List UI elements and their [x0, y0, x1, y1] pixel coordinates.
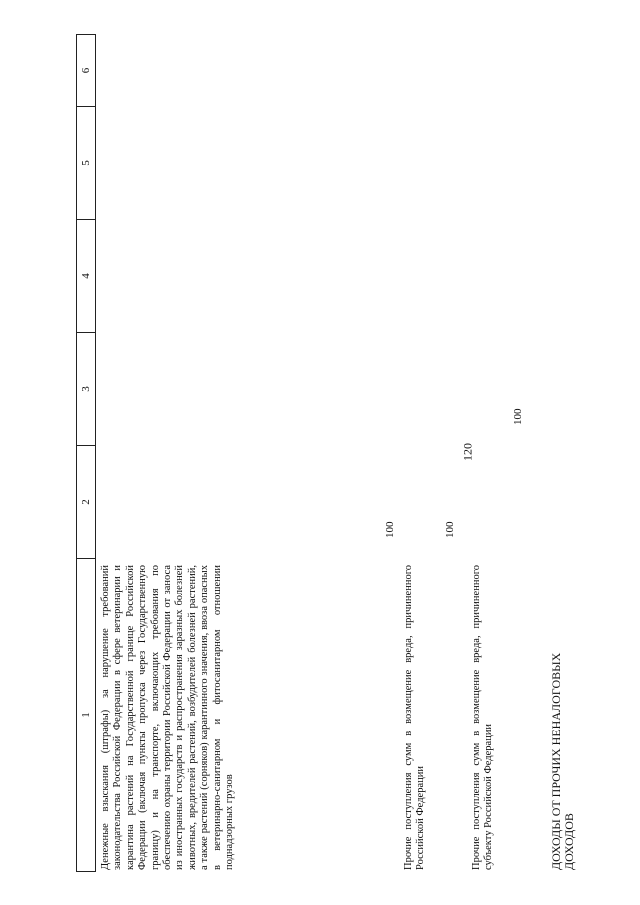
header-col-1: 1	[79, 712, 92, 718]
row-3-description: Прочие поступления сумм в возмещение вреда, причиненного субъекту Российской Федерации	[471, 565, 495, 870]
section-heading: ДОХОДЫ ОТ ПРОЧИХ НЕНАЛОГОВЫХ ДОХОДОВ	[549, 652, 576, 870]
rotated-table-page	[76, 34, 638, 872]
page-number: 120	[460, 443, 475, 461]
table-header-row	[76, 34, 96, 872]
header-col-4: 4	[77, 220, 95, 333]
row-1-col2-value: 100	[384, 521, 396, 538]
header-col-5: 5	[77, 107, 95, 220]
row-1-description: Денежные взыскания (штрафы) за нарушение требований законодательства Российской Федерации в сфере ветеринарии и карантина растений на Государственной границе Российской Федерации (включая пункты пропуска через Государственную границу) и на транспорте, включающих требования по обеспечению охраны территории Российской Федерации от заноса из иностранных государств и распространения заразных болезней животных, вредителей растений, возбудителей болезней растений, а также растений (сорняков) карантинного значения, ввоза опасных в ветеринарно-санитарном и фитосанитарном отношении поднадзорных грузов	[100, 565, 236, 870]
header-col-3: 3	[77, 333, 95, 446]
row-2-description: Прочие поступления сумм в возмещение вреда, причиненного Российской Федерации	[403, 565, 427, 870]
row-3-col3-value: 100	[512, 408, 524, 425]
header-col-6: 6	[77, 35, 95, 107]
header-col-2: 2	[77, 446, 95, 559]
row-2-col2-value: 100	[444, 521, 456, 538]
